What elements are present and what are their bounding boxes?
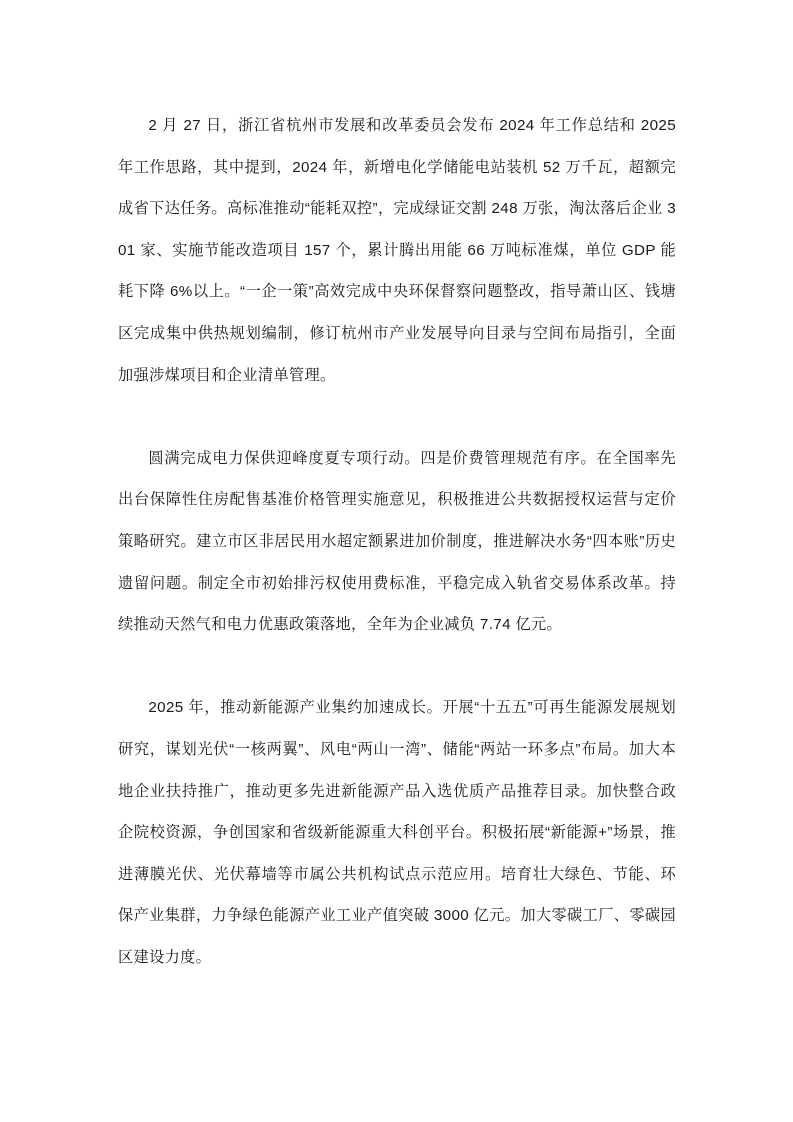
paragraph-2: 圆满完成电力保供迎峰度夏专项行动。四是价费管理规范有序。在全国率先出台保障性住房配售基准价格管理实施意见，积极推进公共数据授权运营与定价策略研究。建立市区非居民用水超定额累进加价制度，推进解决水务“四本账”历史遗留问题。制定全市初始排污权使用费标准，平稳完成入轨省交易体系改革。持续推动天然气和电力优惠政策落地，全年为企业减负 7.74 亿元。 <box>118 449 676 634</box>
document-text-body <box>118 105 676 978</box>
paragraph-1: 2 月 27 日，浙江省杭州市发展和改革委员会发布 2024 年工作总结和 2025 年工作思路，其中提到，2024 年，新增电化学储能电站装机 52 万千瓦，超额完成省下达任务。高标准推动“能耗双控”，完成绿证交割 248 万张，淘汰落后企业 301 家、实施节能改造项目 157 个，累计腾出用能 66 万吨标准煤，单位 GDP 能耗下降 6%以上。“一企一策”高效完成中央环保督察问题整改，指导萧山区、钱塘区完成集中供热规划编制，修订杭州市产业发展导向目录与空间布局指引，全面加强涉煤项目和企业清单管理。 <box>118 117 676 384</box>
paragraph-3: 2025 年，推动新能源产业集约加速成长。开展“十五五”可再生能源发展规划研究，谋划光伏“一核两翼”、风电“两山一湾”、储能“两站一环多点”布局。加大本地企业扶持推广，推动更多先进新能源产品入选优质产品推荐目录。加快整合政企院校资源，争创国家和省级新能源重大科创平台。积极拓展“新能源+”场景，推进薄膜光伏、光伏幕墙等市属公共机构试点示范应用。培育壮大绿色、节能、环保产业集群，力争绿色能源产业工业产值突破 3000 亿元。加大零碳工厂、零碳园区建设力度。 <box>118 699 676 966</box>
